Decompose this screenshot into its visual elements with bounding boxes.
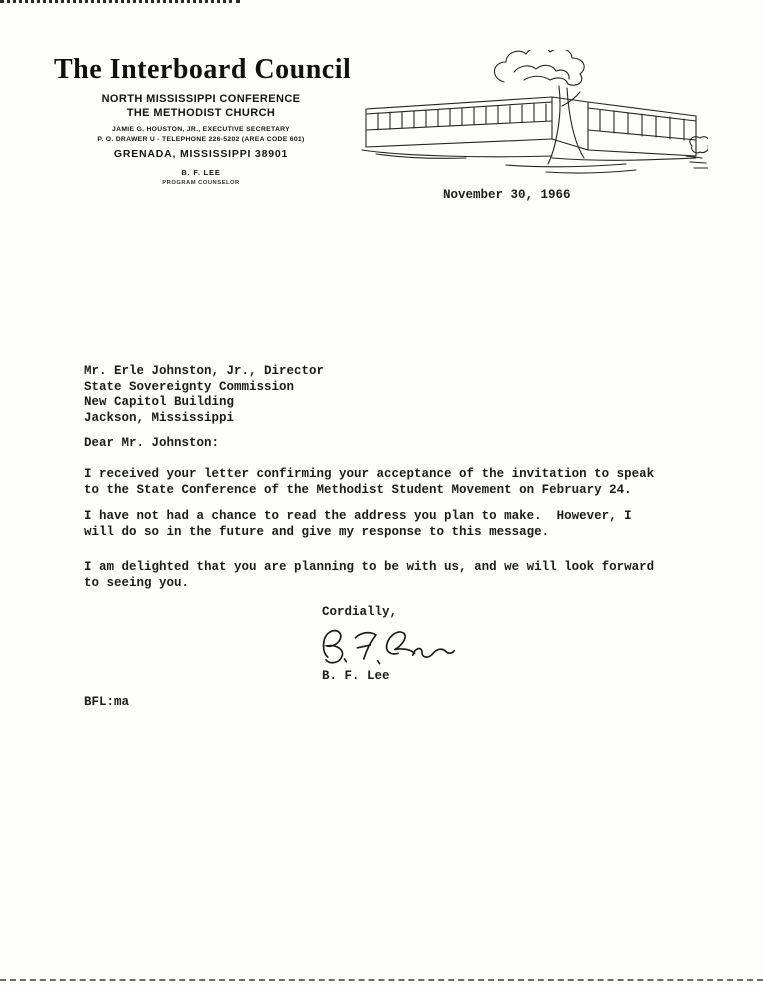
letterhead-counselor-title: PROGRAM COUNSELOR <box>162 180 240 186</box>
scan-edge-line <box>0 979 763 981</box>
body-paragraph: I am delighted that you are planning to be with us, and we will look forward to seeing you. <box>84 560 662 590</box>
reference-initials: BFL:ma <box>84 695 130 709</box>
scan-edge-dots <box>0 0 240 3</box>
letterhead-secretary-line: JAMIE G. HOUSTON, JR., EXECUTIVE SECRETARY <box>112 126 290 133</box>
closing: Cordially, <box>322 605 398 619</box>
letterhead-conference-line: NORTH MISSISSIPPI CONFERENCE <box>101 93 301 105</box>
typed-signature-name: B. F. Lee <box>322 669 390 683</box>
recipient-block <box>84 364 324 426</box>
letterhead-counselor-name: B. F. LEE <box>181 168 221 177</box>
recipient-line: New Capitol Building <box>84 395 235 409</box>
body-paragraph: I have not had a chance to read the address you plan to make. However, I will do so in the future and give my response to this message. <box>84 509 640 539</box>
letterhead-title: The Interboard Council <box>54 54 352 85</box>
recipient-line: Mr. Erle Johnston, Jr., Director <box>84 364 325 378</box>
letterhead-phone-line: P. O. DRAWER U - TELEPHONE 226-5202 (AREA CODE 601) <box>97 136 305 143</box>
letterhead-city-line: GRENADA, MISSISSIPPI 38901 <box>113 148 289 160</box>
letterhead-church-line: THE METHODIST CHURCH <box>126 107 276 119</box>
letterhead-block <box>60 92 342 186</box>
body-paragraph: I received your letter confirming your acceptance of the invitation to speak to the State Conference of the Methodist Student Movement on February 24. <box>84 467 662 497</box>
building-illustration <box>356 50 708 185</box>
recipient-line: State Sovereignty Commission <box>84 379 295 394</box>
salutation: Dear Mr. Johnston: <box>84 436 220 450</box>
signature-handwritten <box>316 622 456 670</box>
letter-date: November 30, 1966 <box>443 188 571 202</box>
recipient-line: Jackson, Mississippi <box>84 410 235 425</box>
